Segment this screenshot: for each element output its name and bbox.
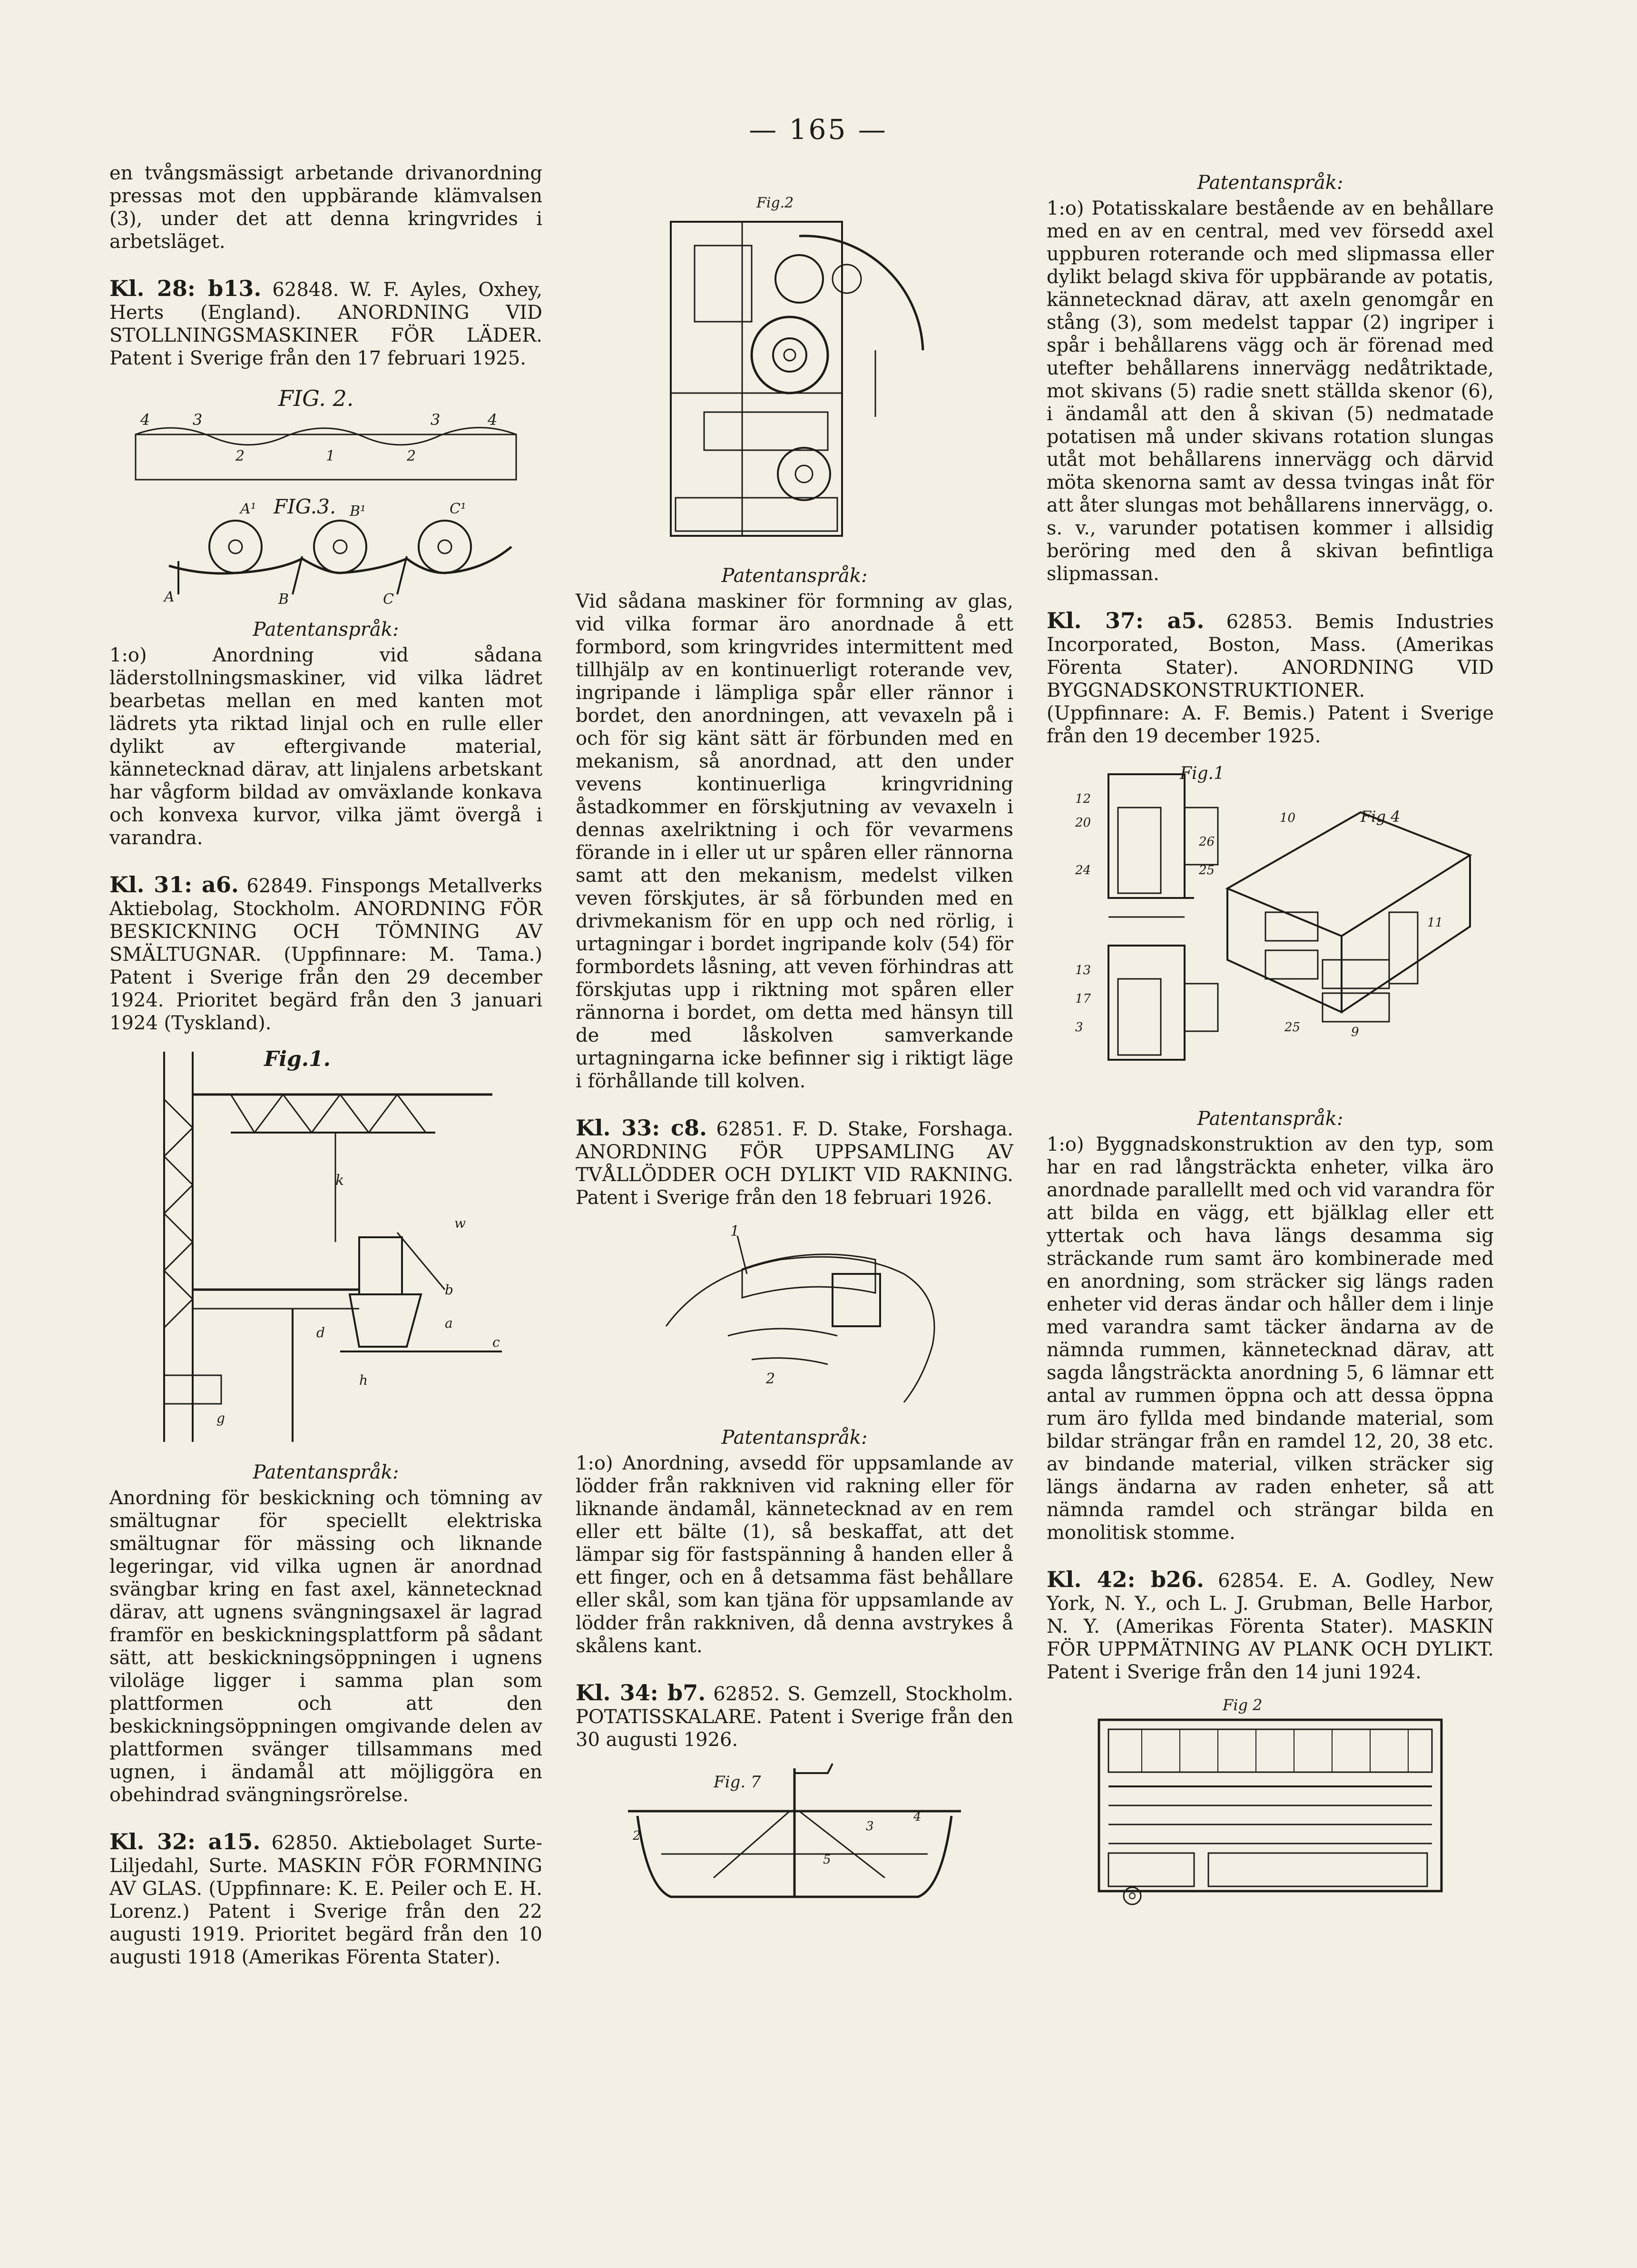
- class-heading: Kl. 37: a5.: [1047, 608, 1205, 633]
- entry-text: 62849. Finspongs Metallverks Aktiebolag, Stockholm. ANORDNING FÖR BESKICKNING OCH TÖMNING AV SMÄLTUGNAR. (Uppfinnare: M. Tama.) Patent i Sverige från den 29 december 1924. Prioritet begärd från den 3 januari 1924 (Tyskland).: [109, 875, 542, 1034]
- svg-text:1: 1: [730, 1223, 740, 1240]
- figure-1-furnace-platform: [112, 1042, 540, 1451]
- figure-label: FIG. 2.: [278, 385, 354, 411]
- svg-text:4: 4: [140, 411, 150, 429]
- svg-text:12: 12: [1075, 792, 1091, 806]
- figure-2-ruler-wave: [121, 377, 530, 487]
- claims-heading: Patentanspråk:: [1197, 172, 1343, 194]
- figure-label: Fig 2: [1223, 1696, 1263, 1714]
- svg-text:1: 1: [326, 448, 335, 464]
- figure-2-plank-machine: [1066, 1691, 1475, 1910]
- claim-text: 1:o) Anordning, avsedd för uppsamlande av lödder från rakkniven vid rakning eller för liknande ändamål, kännetecknad av en rem eller ett bälte (1), så beskaffat, att det lämpar sig för fastspänning å handen eller å ett finger, och en å detsamma fäst behållare eller skål, som kan tjäna för uppsamlande av lödder från rakkniven, då denna avstrykes å skålens kant.: [576, 1452, 1013, 1657]
- patent-entry-62849: [109, 873, 542, 1035]
- svg-text:C¹: C¹: [450, 501, 466, 517]
- svg-text:A: A: [164, 589, 175, 605]
- claim-text: 1:o) Anordning vid sådana läderstollningsmaskiner, vid vilka lädret bearbetas mellan en med kanten mot lädrets yta riktad linjal och en rulle eller dylikt av eftergivande material, kännetecknad därav, att linjalens arbetskant har vågform bildad av omväxlande konkava och konvexa kurvor, vilka jämt övergå i varandra.: [109, 644, 542, 849]
- figure-label: Fig.1.: [264, 1047, 331, 1071]
- svg-text:10: 10: [1280, 811, 1296, 825]
- class-heading: Kl. 31: a6.: [109, 872, 239, 897]
- claims-heading: Patentanspråk:: [721, 1427, 868, 1449]
- claim-text: 1:o) Byggnadskonstruktion av den typ, som har en rad långsträckta enheter, vilka äro anordnade parallellt med och vid varandra för att bilda en vägg, ett bjälklag eller ett yttertak och hava längs desamma sig sträckande rum samt äro kombinerade med en anordning, som sträcker sig längs raden enheter vid deras ändar och håller dem i linje med varandra samt täcker ändarna av de nämnda rummen, kännetecknad därav, att sagda långsträckta anordning 5, 6 lämnar ett antal av rummen öppna och att dessa öppna rum äro fyllda med bindande material, som bildar strängar från en ramdel 12, 20, 38 etc. av bindande material, vilken sträcker sig längs ändarna av raden enheter, så att nämnda ramdel och strängar bilda en monolitisk stomme.: [1047, 1134, 1494, 1544]
- svg-text:3: 3: [1075, 1020, 1083, 1035]
- figure-label: Fig.1: [1180, 764, 1225, 783]
- figure-label: Fig.2: [756, 195, 794, 211]
- entry-text: 62851. F. D. Stake, Forshaga. ANORDNING FÖR UPPSAMLING AV TVÅLLÖDDER OCH DYLIKT VID RAKNING. Patent i Sverige från den 18 februari 1926.: [576, 1118, 1013, 1209]
- svg-text:17: 17: [1075, 992, 1091, 1006]
- svg-text:b: b: [445, 1282, 453, 1298]
- svg-text:20: 20: [1075, 816, 1091, 830]
- claim-text: 1:o) Potatisskalare bestående av en behållare med en av en central, med vev försedd axel uppburen roterande och med slipmassa eller dylikt belagd skiva för uppbärande av potatis, kännetecknad därav, att axeln genomgår en stång (3), som medelst tappar (2) ingriper i spår i behållarens vägg och är förenad med utefter behållarens innervägg nedåtriktade, mot skivans (5) radie snett ställda skenor (6), i ändamål att den å skivan (5) nedmatade potatisen må under skivans rotation slungas utåt mot behållarens innervägg och därvid möta skenorna samt av dessa tvingas inåt för att åter slungas mot behållarens innervägg, o. s. v., varunder potatisen kommer i allsidig beröring med den å skivan befintliga slipmassan.: [1047, 197, 1494, 585]
- svg-text:B: B: [278, 591, 289, 608]
- claims-heading: Patentanspråk:: [253, 1461, 399, 1483]
- svg-text:w: w: [454, 1215, 466, 1231]
- column-middle: [576, 186, 1013, 1916]
- figure-7-potato-peeler: [599, 1759, 990, 1911]
- entry-text: 62850. Aktiebolaget Surte-Liljedahl, Surte. MASKIN FÖR FORMNING AV GLAS. (Uppfinnare: K. E. Peiler och E. H. Lorenz.) Patent i Sverige från den 22 augusti 1919. Prioritet begärd från den 10 augusti 1918 (Amerikas Förenta Stater).: [109, 1832, 543, 1968]
- patent-entry-62854: [1047, 1568, 1494, 1684]
- svg-text:2: 2: [633, 1829, 641, 1843]
- svg-text:d: d: [316, 1325, 325, 1341]
- figure-1-4-building-blocks: [1056, 755, 1484, 1098]
- class-heading: Kl. 42: b26.: [1047, 1567, 1205, 1592]
- claims-heading: Patentanspråk:: [721, 565, 868, 587]
- patent-entry-62848: [109, 277, 542, 370]
- claims-heading: Patentanspråk:: [1197, 1108, 1343, 1130]
- entry-text: 62852. S. Gemzell, Stockholm. POTATISSKALARE. Patent i Sverige från den 30 augusti 1926.: [576, 1683, 1013, 1751]
- entry-text: 62848. W. F. Ayles, Oxhey, Herts (England). ANORDNING VID STOLLNINGSMASKINER FÖR LÄDER. Patent i Sverige från den 17 februari 1925.: [109, 279, 543, 369]
- svg-text:2: 2: [766, 1371, 775, 1387]
- page-number: — 165 —: [749, 113, 888, 146]
- entry-text: 62854. E. A. Godley, New York, N. Y., och L. J. Grubman, Belle Harbor, N. Y. (Amerikas Förenta Stater). MASKIN FÖR UPPMÄTNING AV PLANK OCH DYLIKT. Patent i Sverige från den 14 juni 1924.: [1047, 1570, 1494, 1683]
- svg-text:k: k: [335, 1172, 344, 1189]
- svg-text:c: c: [492, 1334, 500, 1350]
- patent-entry-62852: [576, 1681, 1013, 1751]
- entry-text: 62853. Bemis Industries Incorporated, Boston, Mass. (Amerikas Förenta Stater). ANORDNING VID BYGGNADSKONSTRUKTIONER. (Uppfinnare: A. F. Bemis.) Patent i Sverige från den 19 december 1925.: [1047, 611, 1494, 747]
- svg-text:26: 26: [1199, 835, 1215, 849]
- svg-text:2: 2: [235, 448, 245, 464]
- claim-text: Vid sådana maskiner för formning av glas, vid vilka formar äro anordnade å ett formbord, som kringvrides intermittent med tillhjälp av en kontinuerligt roterande vev, ingripande i lämpliga spår eller rännor i bordet, den anordningen, att vevaxeln på i och för sig känt sätt är förbunden med en mekanism, så anordnad, att den under vevens kontinuerliga kringvridning åstadkommer en förskjutning av vevaxeln i dennas axelriktning i och för vevarmens förande in i eller ut ur spåren eller rännorna samt att den mekanism, medelst vilken veven förskjutes, är så förbunden med en drivmekanism för en upp och ned rörlig, i urtagningar i bordet ingripande kolv (54) för formbordets låsning, att veven förhindras att förskjutas upp i riktning mot spåren eller rännorna i bordet, om detta med hänsyn till de med låskolven samverkande urtagningarna icke befinner sig i riktigt läge i förhållande till kolven.: [576, 591, 1013, 1092]
- svg-text:A¹: A¹: [240, 501, 256, 517]
- class-heading: Kl. 28: b13.: [109, 276, 262, 301]
- figure-label: FIG.3.: [274, 495, 336, 518]
- figure-label: Fig 4: [1361, 808, 1401, 826]
- class-heading: Kl. 32: a15.: [109, 1829, 261, 1854]
- figure-2-glass-machine: [599, 193, 990, 555]
- svg-text:9: 9: [1351, 1025, 1359, 1039]
- svg-text:11: 11: [1427, 916, 1443, 930]
- patent-entry-62853: [1047, 609, 1494, 748]
- svg-text:2: 2: [407, 448, 416, 464]
- svg-text:13: 13: [1075, 963, 1091, 977]
- figure-label: Fig. 7: [714, 1773, 761, 1792]
- figure-3-rollers: [121, 494, 530, 609]
- svg-text:4: 4: [488, 411, 498, 429]
- svg-text:3: 3: [431, 411, 441, 429]
- svg-text:25: 25: [1199, 863, 1215, 878]
- svg-text:25: 25: [1284, 1020, 1301, 1035]
- figure-hand-with-cup: [609, 1217, 980, 1417]
- patent-entry-62850: [109, 1830, 542, 1969]
- svg-text:h: h: [359, 1372, 368, 1388]
- continued-claim-text: en tvångsmässigt arbetande drivanordning pressas mot den uppbärande klämvalsen (3), under det att denna kringvrides i arbetsläget.: [109, 162, 542, 253]
- class-heading: Kl. 33: c8.: [576, 1115, 707, 1141]
- svg-text:a: a: [445, 1315, 453, 1331]
- claim-text: Anordning för beskickning och tömning av smältugnar för speciellt elektriska smältugnar för mässing och liknande legeringar, vid vilka ugnen är anordnad svängbar kring en fast axel, kännetecknad därav, att ugnens svängningsaxel är lagrad framför en beskickningsplattform på sådant sätt, att beskickningsöppningen i ugnens viloläge ligger i samma plan som plattformen och att den beskickningsöppningen omgivande delen av plattformen svänger tillsammans med ugnen, i ändamål att möjliggöra en obehindrad svängningsrörelse.: [109, 1487, 542, 1806]
- svg-text:5: 5: [823, 1853, 831, 1867]
- column-right: [1047, 162, 1494, 1915]
- claims-heading: Patentanspråk:: [253, 619, 399, 641]
- column-left: [109, 162, 542, 1969]
- svg-text:24: 24: [1075, 863, 1091, 878]
- svg-text:4: 4: [913, 1810, 921, 1824]
- patent-entry-62851: [576, 1116, 1013, 1209]
- svg-text:3: 3: [866, 1819, 874, 1834]
- svg-text:3: 3: [193, 411, 203, 429]
- class-heading: Kl. 34: b7.: [576, 1680, 706, 1706]
- svg-text:C: C: [383, 591, 394, 608]
- svg-text:B¹: B¹: [350, 503, 366, 520]
- svg-text:g: g: [216, 1410, 225, 1426]
